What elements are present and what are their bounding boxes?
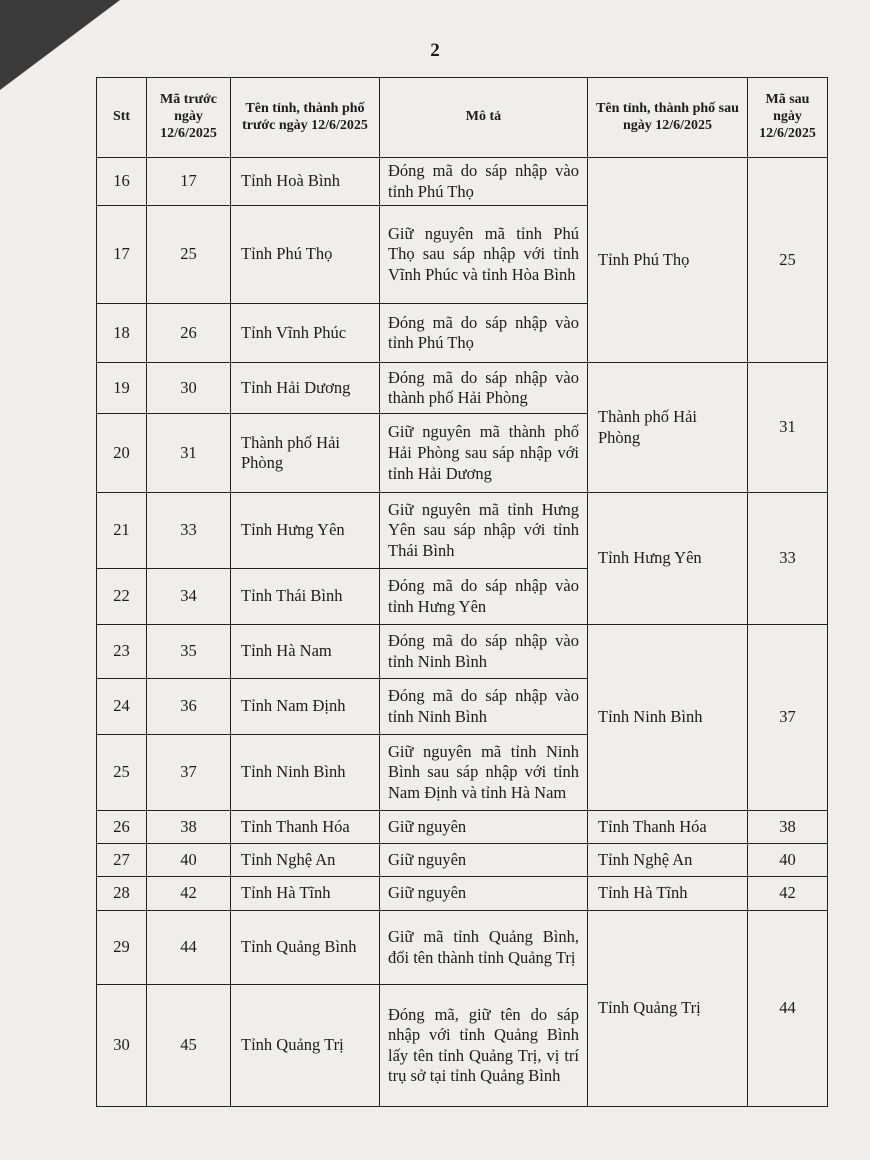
stt-cell: 26: [97, 811, 147, 844]
header-old-name: Tên tỉnh, thành phố trước ngày 12/6/2025: [231, 78, 380, 158]
old-name-cell: Tỉnh Quảng Trị: [231, 985, 380, 1107]
stt-cell: 22: [97, 569, 147, 625]
description-cell: Giữ nguyên mã tỉnh Ninh Bình sau sáp nhập với tỉnh Nam Định và tỉnh Hà Nam: [380, 735, 588, 811]
old-code-cell: 35: [147, 625, 231, 679]
stt-cell: 21: [97, 493, 147, 569]
description-cell: Đóng mã do sáp nhập vào tỉnh Ninh Bình: [380, 625, 588, 679]
stt-cell: 28: [97, 877, 147, 911]
stt-cell: 24: [97, 679, 147, 735]
old-name-cell: Tỉnh Hoà Bình: [231, 158, 380, 206]
old-name-cell: Tỉnh Thanh Hóa: [231, 811, 380, 844]
new-code-cell: 25: [748, 158, 828, 363]
new-name-cell: Tỉnh Hưng Yên: [588, 493, 748, 625]
old-code-cell: 33: [147, 493, 231, 569]
description-cell: Giữ nguyên mã tỉnh Phú Thọ sau sáp nhập với tỉnh Vĩnh Phúc và tỉnh Hòa Bình: [380, 206, 588, 304]
table-row: [97, 911, 828, 985]
header-new-code: Mã sau ngày 12/6/2025: [748, 78, 828, 158]
old-code-cell: 31: [147, 414, 231, 493]
description-cell: Giữ nguyên mã thành phố Hải Phòng sau sáp nhập với tỉnh Hải Dương: [380, 414, 588, 493]
old-code-cell: 34: [147, 569, 231, 625]
old-name-cell: Tỉnh Nghệ An: [231, 844, 380, 877]
old-code-cell: 38: [147, 811, 231, 844]
new-name-cell: Tỉnh Nghệ An: [588, 844, 748, 877]
description-cell: Đóng mã do sáp nhập vào thành phố Hải Phòng: [380, 363, 588, 414]
old-code-cell: 30: [147, 363, 231, 414]
table-row: [97, 625, 828, 679]
header-new-name: Tên tỉnh, thành phố sau ngày 12/6/2025: [588, 78, 748, 158]
stt-cell: 17: [97, 206, 147, 304]
description-cell: Đóng mã do sáp nhập vào tỉnh Phú Thọ: [380, 158, 588, 206]
old-name-cell: Tỉnh Thái Bình: [231, 569, 380, 625]
old-code-cell: 37: [147, 735, 231, 811]
stt-cell: 16: [97, 158, 147, 206]
description-cell: Đóng mã do sáp nhập vào tỉnh Hưng Yên: [380, 569, 588, 625]
stt-cell: 23: [97, 625, 147, 679]
new-code-cell: 33: [748, 493, 828, 625]
page-number: 2: [430, 40, 440, 61]
old-code-cell: 42: [147, 877, 231, 911]
new-name-cell: Thành phố Hải Phòng: [588, 363, 748, 493]
table-row: [97, 158, 828, 206]
table-row: [97, 363, 828, 414]
old-name-cell: Tỉnh Vĩnh Phúc: [231, 304, 380, 363]
description-cell: Giữ nguyên mã tỉnh Hưng Yên sau sáp nhập với tỉnh Thái Bình: [380, 493, 588, 569]
old-code-cell: 17: [147, 158, 231, 206]
new-name-cell: Tỉnh Phú Thọ: [588, 158, 748, 363]
table-header-row: [97, 78, 828, 158]
old-name-cell: Tỉnh Ninh Bình: [231, 735, 380, 811]
old-code-cell: 45: [147, 985, 231, 1107]
old-name-cell: Tỉnh Hà Tĩnh: [231, 877, 380, 911]
table-row: [97, 493, 828, 569]
description-cell: Giữ nguyên: [380, 844, 588, 877]
old-name-cell: Tỉnh Hà Nam: [231, 625, 380, 679]
new-code-cell: 37: [748, 625, 828, 811]
new-name-cell: Tỉnh Hà Tĩnh: [588, 877, 748, 911]
stt-cell: 25: [97, 735, 147, 811]
new-code-cell: 44: [748, 911, 828, 1107]
header-stt: Stt: [97, 78, 147, 158]
description-cell: Giữ nguyên: [380, 811, 588, 844]
old-name-cell: Tỉnh Nam Định: [231, 679, 380, 735]
old-name-cell: Thành phố Hải Phòng: [231, 414, 380, 493]
old-code-cell: 40: [147, 844, 231, 877]
old-name-cell: Tỉnh Quảng Bình: [231, 911, 380, 985]
new-code-cell: 31: [748, 363, 828, 493]
old-code-cell: 26: [147, 304, 231, 363]
old-code-cell: 25: [147, 206, 231, 304]
new-code-cell: 40: [748, 844, 828, 877]
table-row: [97, 844, 828, 877]
stt-cell: 19: [97, 363, 147, 414]
stt-cell: 27: [97, 844, 147, 877]
new-name-cell: Tỉnh Thanh Hóa: [588, 811, 748, 844]
old-code-cell: 36: [147, 679, 231, 735]
new-name-cell: Tỉnh Ninh Bình: [588, 625, 748, 811]
old-name-cell: Tỉnh Phú Thọ: [231, 206, 380, 304]
stt-cell: 30: [97, 985, 147, 1107]
stt-cell: 29: [97, 911, 147, 985]
old-name-cell: Tỉnh Hải Dương: [231, 363, 380, 414]
description-cell: Đóng mã, giữ tên do sáp nhập với tỉnh Quảng Bình lấy tên tỉnh Quảng Trị, vị trí trụ sở tại tỉnh Quảng Bình: [380, 985, 588, 1107]
description-cell: Đóng mã do sáp nhập vào tỉnh Ninh Bình: [380, 679, 588, 735]
province-code-table: [96, 77, 828, 1107]
new-code-cell: 42: [748, 877, 828, 911]
new-code-cell: 38: [748, 811, 828, 844]
stt-cell: 20: [97, 414, 147, 493]
description-cell: Giữ mã tỉnh Quảng Bình, đổi tên thành tỉnh Quảng Trị: [380, 911, 588, 985]
description-cell: Giữ nguyên: [380, 877, 588, 911]
header-old-code: Mã trước ngày 12/6/2025: [147, 78, 231, 158]
stt-cell: 18: [97, 304, 147, 363]
table-row: [97, 811, 828, 844]
table-row: [97, 877, 828, 911]
old-code-cell: 44: [147, 911, 231, 985]
old-name-cell: Tỉnh Hưng Yên: [231, 493, 380, 569]
header-description: Mô tả: [380, 78, 588, 158]
description-cell: Đóng mã do sáp nhập vào tỉnh Phú Thọ: [380, 304, 588, 363]
new-name-cell: Tỉnh Quảng Trị: [588, 911, 748, 1107]
